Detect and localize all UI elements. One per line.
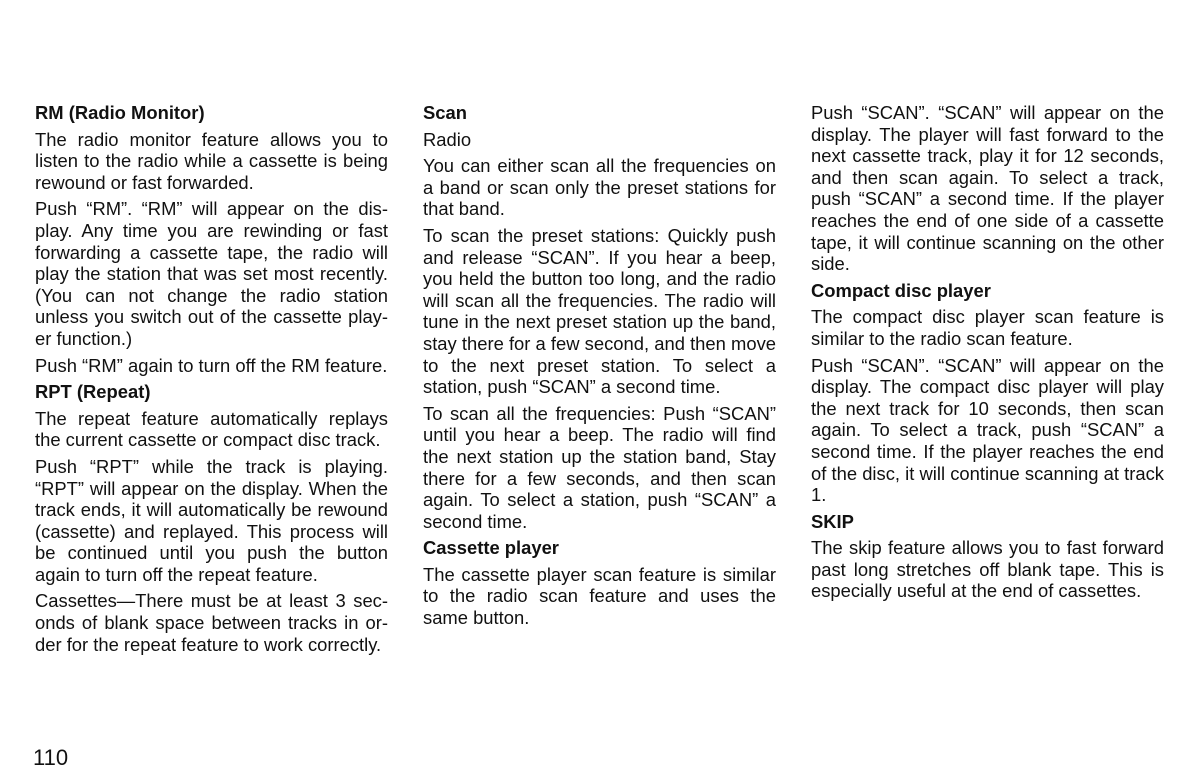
skip-heading: SKIP [811, 510, 854, 532]
scan-paragraph-1: You can either scan all the frequencies on a band or scan only the preset stations for that band. [423, 155, 776, 220]
compact-disc-paragraph-1: The compact disc player scan feature is similar to the radio scan feature. [811, 306, 1164, 349]
rm-heading: RM (Radio Monitor) [35, 102, 205, 123]
column-right [811, 102, 1164, 607]
column-left [35, 102, 388, 660]
rpt-paragraph-1: The repeat feature automatically replays the current cassette or compact disc track. [35, 407, 388, 451]
rpt-paragraph-2: Push “RPT” while the track is playing. “RPT” will appear on the display. When the track ends, it will automatically be rewound (cassette) and replayed. This process will be continued until you push the button again to turn off the repeat feature. [35, 455, 388, 585]
compact-disc-heading: Compact disc player [811, 279, 991, 301]
compact-disc-paragraph-2: Push “SCAN”. “SCAN” will appear on the display. The compact disc player will play the next track for 10 seconds, then scan again. To select a track, push “SCAN” a second time. If the player reaches the end of the disc, it will continue scanning at track 1. [811, 354, 1164, 506]
page-number: 110 [33, 745, 69, 770]
rm-paragraph-3: Push “RM” again to turn off the RM feature. [35, 354, 388, 376]
rm-paragraph-2: Push “RM”. “RM” will appear on the display. Any time you are rewinding or fast forwarding a cassette tape, the radio will play the station that was set most recently. (You can not change the radio station unless you switch out of the cassette player function.) [35, 198, 388, 349]
rpt-heading: RPT (Repeat) [35, 381, 151, 403]
cassette-paragraph-1: The cassette player scan feature is similar to the radio scan feature and uses the same button. [423, 563, 776, 629]
scan-subheading-radio: Radio [423, 128, 472, 150]
scan-paragraph-3: To scan all the frequencies: Push “SCAN” until you hear a beep. The radio will find the next station up the station band, Stay there for a few seconds, and then scan again. To select a station, push “SCAN” a second time. [423, 402, 776, 532]
column-middle [423, 102, 776, 634]
rm-paragraph-1: The radio monitor feature allows you to listen to the radio while a cassette is being rewound or fast forwarded. [35, 128, 388, 193]
scan-paragraph-2: To scan the preset stations: Quickly push and release “SCAN”. If you hear a beep, you held the button too long, and the radio will scan all the frequencies. The radio will tune in the next preset station up the band, stay there for a few second, and then move to the next preset station. To select a station, push “SCAN” a second time. [423, 224, 776, 398]
skip-paragraph-1: The skip feature allows you to fast forward past long stretches off blank tape. This is especially useful at the end of cassettes. [811, 537, 1164, 602]
rpt-paragraph-3: Cassettes—There must be at least 3 seconds of blank space between tracks in order for the repeat feature to work correctly. [35, 590, 388, 655]
cassette-player-heading: Cassette player [423, 537, 559, 559]
scan-heading: Scan [423, 102, 467, 123]
cassette-paragraph-2: Push “SCAN”. “SCAN” will appear on the display. The player will fast forward to the next cassette track, play it for 12 seconds, and then scan again. To select a track, push “SCAN” a second time. If the player reaches the end of one side of a cassette tape, it will continue scanning on the other side. [811, 102, 1164, 275]
